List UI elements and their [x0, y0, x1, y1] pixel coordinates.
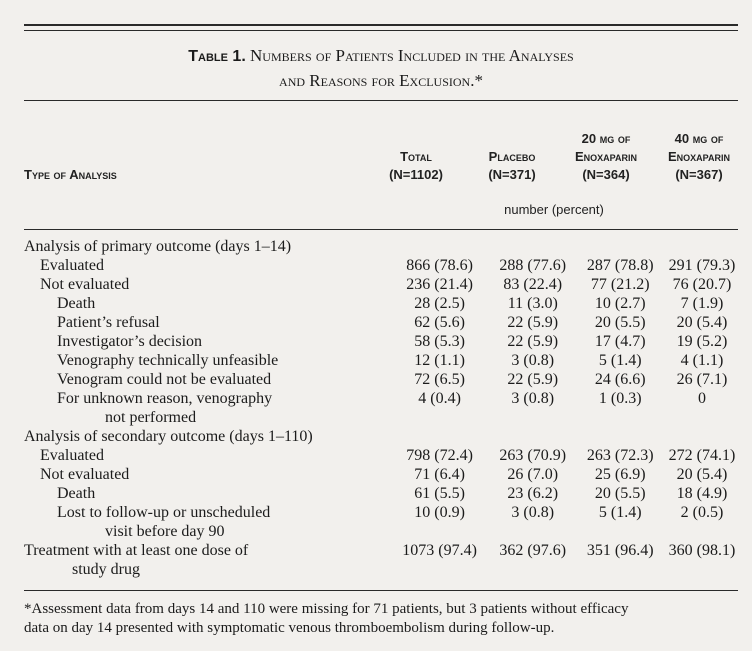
- cell-total: 866 (78.6): [406, 257, 473, 274]
- footnote-line-2: data on day 14 presented with symptomatic venous thromboembolism during follow-up.: [24, 620, 555, 636]
- header-enox40-dose: 40 mg of: [674, 131, 724, 146]
- cell-enox20: 24 (6.6): [594, 371, 646, 388]
- cell-enox20: 351 (96.4): [586, 542, 654, 559]
- table-row: [24, 351, 740, 370]
- header-total: [370, 148, 462, 184]
- header-type-of-analysis: Type of Analysis: [24, 167, 117, 182]
- cell-total: 798 (72.4): [406, 447, 473, 464]
- cell-placebo: 83 (22.4): [503, 276, 563, 293]
- row-label: Venogram could not be evaluated: [57, 371, 272, 388]
- row-label: Death: [57, 295, 96, 312]
- cell-placebo: 23 (6.2): [507, 485, 559, 502]
- header-placebo-n: (N=371): [488, 167, 536, 182]
- cell-total: 61 (5.5): [414, 485, 465, 502]
- header-enox20-n: (N=364): [582, 167, 630, 182]
- cell-enox40: 272 (74.1): [668, 447, 736, 464]
- cell-total: 12 (1.1): [414, 352, 465, 369]
- table-row: [24, 427, 740, 446]
- top-rule-thick: [24, 24, 738, 26]
- row-label: Investigator’s decision: [57, 333, 203, 350]
- table-row: [24, 446, 740, 465]
- cell-placebo: 288 (77.6): [499, 257, 567, 274]
- header-enoxaparin-20: [558, 130, 654, 184]
- row-label: Not evaluated: [40, 466, 130, 483]
- cell-enox40: 4 (1.1): [680, 352, 724, 369]
- cell-total: 236 (21.4): [406, 276, 473, 293]
- cell-placebo: 3 (0.8): [511, 504, 555, 521]
- cell-placebo: 26 (7.0): [507, 466, 559, 483]
- row-label-line-1: Lost to follow-up or unscheduled: [57, 504, 271, 521]
- cell-placebo: 22 (5.9): [507, 333, 559, 350]
- title-line-2: and Reasons for Exclusion.*: [279, 71, 483, 90]
- row-label: Analysis of secondary outcome (days 1–110): [24, 428, 313, 445]
- cell-enox20: 20 (5.5): [594, 314, 646, 331]
- row-label-wrapped: [24, 389, 390, 427]
- table-row: [24, 275, 740, 294]
- cell-total: 1073 (97.4): [402, 542, 477, 559]
- header-rule: [24, 229, 738, 230]
- row-label: Not evaluated: [40, 276, 130, 293]
- table-title: [24, 44, 738, 93]
- cell-enox20: 17 (4.7): [594, 333, 646, 350]
- cell-enox20: 10 (2.7): [594, 295, 646, 312]
- cell-enox40: 7 (1.9): [680, 295, 724, 312]
- header-enox20-dose: 20 mg of: [581, 131, 631, 146]
- row-label-wrapped: [24, 541, 390, 579]
- cell-total: 62 (5.6): [414, 314, 465, 331]
- cell-enox40: 20 (5.4): [676, 466, 728, 483]
- row-label-line-2: study drug: [72, 561, 140, 578]
- cell-placebo: 3 (0.8): [511, 352, 555, 369]
- header-placebo: [472, 148, 552, 184]
- table-row: [24, 389, 740, 427]
- unit-label: number (percent): [504, 202, 604, 217]
- cell-enox40: 291 (79.3): [668, 257, 736, 274]
- cell-enox40: 0: [697, 390, 706, 407]
- cell-enox40: 76 (20.7): [672, 276, 732, 293]
- cell-enox20: 287 (78.8): [586, 257, 654, 274]
- cell-total: 10 (0.9): [414, 504, 465, 521]
- row-label: Venography technically unfeasible: [57, 352, 279, 369]
- cell-enox40: 18 (4.9): [676, 485, 728, 502]
- footnote-line-1: *Assessment data from days 14 and 110 were missing for 71 patients, but 3 patients without efficacy: [24, 601, 629, 617]
- row-label: Analysis of primary outcome (days 1–14): [24, 238, 292, 255]
- cell-enox40: 2 (0.5): [680, 504, 724, 521]
- cell-total: 28 (2.5): [414, 295, 465, 312]
- row-label: Death: [57, 485, 96, 502]
- title-rule: [24, 100, 738, 101]
- cell-enox20: 1 (0.3): [598, 390, 642, 407]
- header-total-n: (N=1102): [389, 167, 443, 182]
- cell-placebo: 362 (97.6): [499, 542, 567, 559]
- table-row: [24, 294, 740, 313]
- row-label-line-1: For unknown reason, venography: [57, 390, 273, 407]
- header-enox40-drug: Enoxaparin: [667, 149, 730, 164]
- table-row: [24, 541, 740, 579]
- cell-enox20: 263 (72.3): [586, 447, 654, 464]
- row-label-line-2: not performed: [105, 409, 197, 426]
- table-row: [24, 465, 740, 484]
- cell-placebo: 3 (0.8): [511, 390, 555, 407]
- table-row: [24, 484, 740, 503]
- top-rule-thin: [24, 30, 738, 31]
- cell-enox40: 26 (7.1): [676, 371, 728, 388]
- cell-placebo: 22 (5.9): [507, 314, 559, 331]
- cell-enox40: 360 (98.1): [668, 542, 736, 559]
- title-line-1: Numbers of Patients Included in the Analyses: [250, 46, 574, 65]
- row-label: Patient’s refusal: [57, 314, 160, 331]
- table-label: Table 1.: [188, 48, 246, 65]
- table-row: [24, 370, 740, 389]
- table-row: [24, 237, 740, 256]
- bottom-rule: [24, 590, 738, 591]
- header-placebo-name: Placebo: [488, 149, 536, 164]
- row-label-line-2: visit before day 90: [105, 523, 225, 540]
- row-label-line-1: Treatment with at least one dose of: [24, 542, 249, 559]
- header-enox40-n: (N=367): [675, 167, 723, 182]
- row-label: Evaluated: [40, 447, 104, 464]
- row-label-wrapped: [24, 503, 390, 541]
- cell-enox20: 5 (1.4): [598, 504, 642, 521]
- cell-total: 72 (6.5): [414, 371, 465, 388]
- table-row: [24, 332, 740, 351]
- cell-placebo: 11 (3.0): [507, 295, 558, 312]
- cell-enox20: 77 (21.2): [590, 276, 650, 293]
- cell-enox20: 5 (1.4): [598, 352, 642, 369]
- row-label: Evaluated: [40, 257, 104, 274]
- cell-enox20: 20 (5.5): [594, 485, 646, 502]
- header-total-name: Total: [400, 149, 432, 164]
- cell-placebo: 263 (70.9): [499, 447, 567, 464]
- cell-total: 4 (0.4): [418, 390, 461, 407]
- cell-total: 71 (6.4): [414, 466, 465, 483]
- cell-enox40: 20 (5.4): [676, 314, 728, 331]
- header-enox20-drug: Enoxaparin: [574, 149, 637, 164]
- table-row: [24, 256, 740, 275]
- table-row: [24, 503, 740, 541]
- cell-total: 58 (5.3): [414, 333, 465, 350]
- header-enoxaparin-40: [652, 130, 746, 184]
- data-table: [24, 237, 740, 579]
- cell-enox20: 25 (6.9): [594, 466, 646, 483]
- footnote: [24, 600, 740, 638]
- table-row: [24, 313, 740, 332]
- cell-enox40: 19 (5.2): [676, 333, 728, 350]
- cell-placebo: 22 (5.9): [507, 371, 559, 388]
